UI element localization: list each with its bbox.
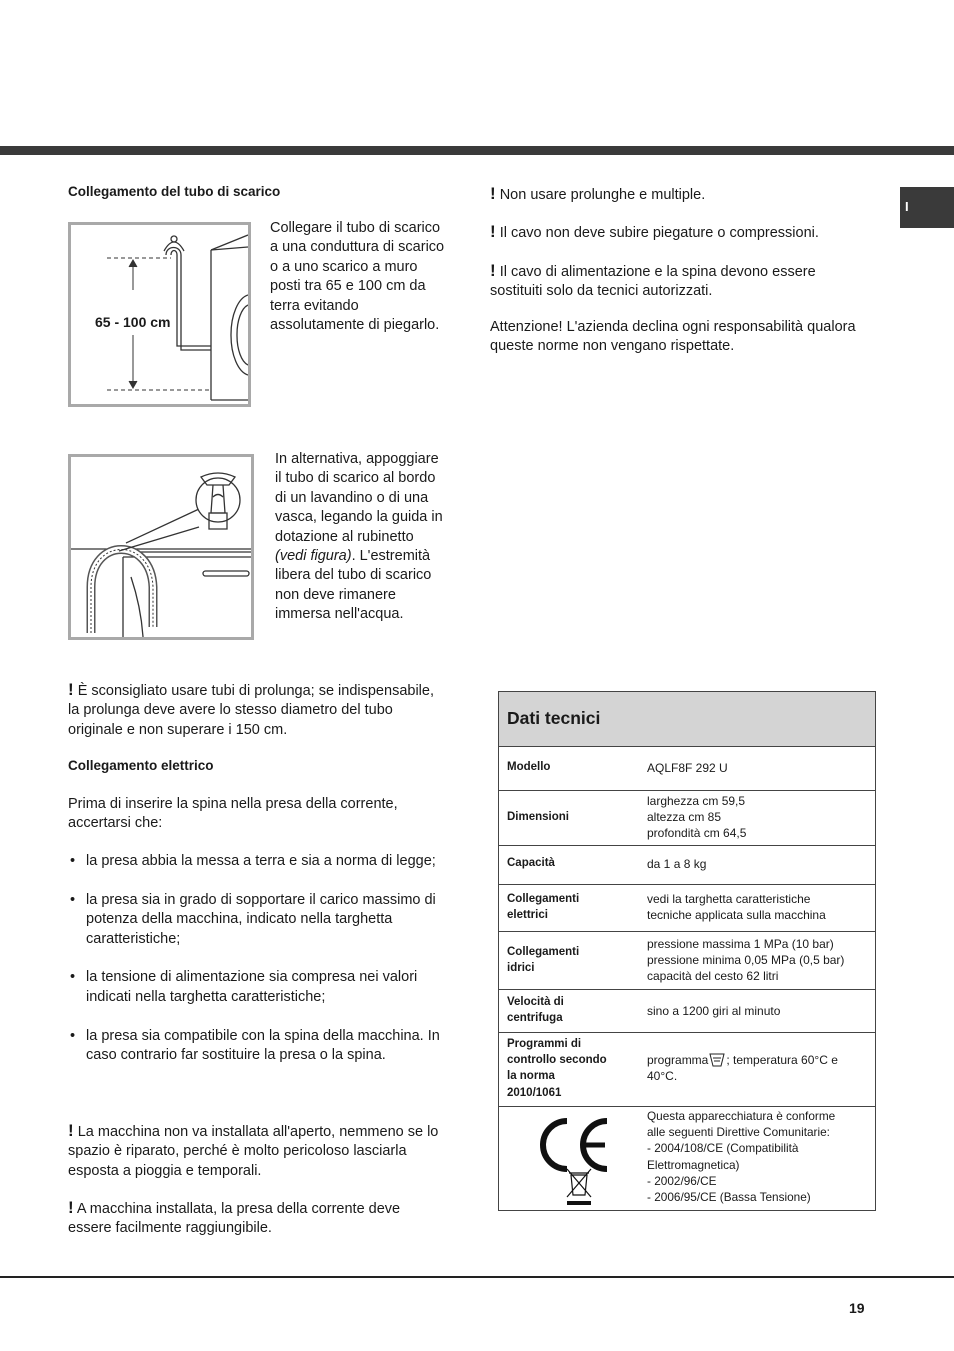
page-number: 19: [849, 1300, 865, 1316]
drain-heading: Collegamento del tubo di scarico: [68, 184, 281, 199]
electric-heading: Collegamento elettrico: [68, 758, 214, 773]
spec-row-electrical: [499, 885, 875, 932]
spec-value: larghezza cm 59,5 altezza cm 85 profondità cm 64,5: [647, 794, 747, 841]
spec-key: Modello: [507, 761, 551, 773]
list-item: • la presa abbia la messa a terra e sia a norma di legge;: [68, 852, 448, 871]
liability-notice: Attenzione! L'azienda declina ogni responsabilità qualora queste norme non vengano rispettate.: [490, 319, 856, 355]
spec-key: Dimensioni: [507, 811, 569, 823]
cotton-program-icon: [708, 1051, 726, 1068]
warning-mark: !: [68, 1198, 74, 1217]
warning-mark: !: [490, 261, 496, 280]
spec-row-dimensions: [499, 791, 875, 846]
list-item: • la presa sia compatibile con la spina della macchina. In caso contrario far sostituire la presa o la spina.: [68, 1027, 448, 1066]
spec-row-capacity: [499, 846, 875, 885]
warning-mark: !: [68, 680, 74, 699]
warning-mark: !: [68, 1121, 74, 1140]
spec-value: vedi la targhetta caratteristiche tecniche applicata sulla macchina: [647, 892, 826, 923]
sink-hose-illustration: [71, 457, 251, 637]
spec-row-spin: [499, 990, 875, 1033]
spec-value: pressione massima 1 MPa (10 bar) pressione minima 0,05 MPa (0,5 bar) capacità del cesto 62 litri: [647, 937, 845, 984]
spec-row-water: [499, 932, 875, 990]
spec-value: AQLF8F 292 U: [647, 761, 728, 775]
outdoor-warning: ! La macchina non va installata all'aperto, nemmeno se lo spazio è riparato, perché è molto pericoloso lasciarla esposta a pioggia e temporali.: [68, 1121, 439, 1179]
spec-value: programma ; temperatura 60°C e 40°C.: [647, 1053, 838, 1084]
warning-mark: !: [490, 184, 496, 203]
spec-row-compliance: [499, 1107, 875, 1210]
weee-bin-icon: [565, 1167, 593, 1207]
warning-extensions: ! Non usare prolunghe e multiple.: [490, 184, 706, 203]
electric-checklist: [68, 852, 448, 1085]
warning-cable-bend: ! Il cavo non deve subire piegature o compressioni.: [490, 222, 819, 241]
list-item: • la presa sia in grado di sopportare il carico massimo di potenza della macchina, indicato nella targhetta caratteristiche;: [68, 891, 448, 949]
bottom-rule: [0, 1276, 954, 1278]
technical-data-table: [498, 691, 876, 1211]
spec-value: Questa apparecchiatura è conforme alle seguenti Direttive Comunitarie: - 2004/108/CE (Compatibilità Elettromagnetica) - 2002/96/CE - 2006/95/CE (Bassa Tensione): [647, 1109, 836, 1205]
spec-key: Capacità: [507, 857, 555, 869]
spec-key: Programmi di controllo secondo la norma 2010/1061: [507, 1038, 607, 1099]
sink-hose-figure: [68, 454, 254, 640]
height-range-label: 65 - 100 cm: [95, 314, 171, 330]
drain-pipe-figure: [68, 222, 251, 407]
spec-table-title: Dati tecnici: [507, 708, 601, 728]
spec-row-test-programs: [499, 1033, 875, 1107]
spec-key: Collegamenti elettrici: [507, 893, 580, 922]
spec-key: Collegamenti idrici: [507, 946, 580, 975]
spec-row-model: [499, 747, 875, 791]
warning-mark: !: [490, 222, 496, 241]
spec-key: Velocità di centrifuga: [507, 996, 564, 1025]
drain-text-1: Collegare il tubo di scarico a una conduttura di scarico o a uno scarico a muro posti tra 65 e 100 cm da terra evitando assolutamente di piegarlo.: [270, 220, 445, 334]
spec-value: sino a 1200 giri al minuto: [647, 1004, 781, 1018]
electric-intro: Prima di inserire la spina nella presa della corrente, accertarsi che:: [68, 796, 398, 832]
list-item: • la tensione di alimentazione sia compresa nei valori indicati nella targhetta caratteristiche;: [68, 968, 448, 1007]
spec-value: da 1 a 8 kg: [647, 857, 707, 871]
drain-text-2: In alternativa, appoggiare il tubo di scarico al bordo di un lavandino o di una vasca, legando la guida in dotazione al rubinetto (vedi figura). L'estremità libera del tubo di scarico non deve rimanere immersa nell'acqua.: [275, 451, 443, 623]
language-tab: I: [900, 187, 954, 228]
access-warning: ! A macchina installata, la presa della corrente deve essere facilmente raggiungibile.: [68, 1198, 401, 1237]
extension-warning: ! È sconsigliato usare tubi di prolunga; se indispensabile, la prolunga deve avere lo stesso diametro del tubo originale e non superare i 150 cm.: [68, 680, 434, 738]
top-rule: [0, 146, 954, 155]
warning-cable-replace: ! Il cavo di alimentazione e la spina devono essere sostituiti solo da tecnici autorizzati.: [490, 261, 816, 300]
spec-table-header: [499, 692, 875, 747]
